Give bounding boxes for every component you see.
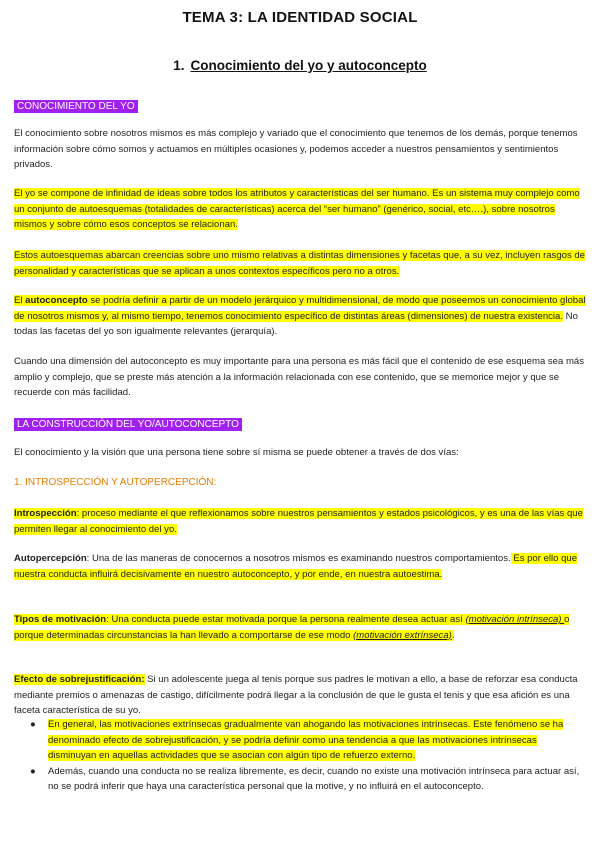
heading-construccion: LA CONSTRUCCIÓN DEL YO/AUTOCONCEPTO (14, 418, 242, 431)
term-autopercepcion: Autopercepción (14, 553, 87, 564)
bullet-icon: ● (30, 765, 36, 777)
paragraph-4-pre: El (14, 295, 26, 306)
paragraph-3-text: Estos autoesquemas abarcan creencias sobre uno mismo relativas a distintas dimensiones y facetas que, a su vez, incluyen rasgos de personalidad y características que se aplican a unos contextos específicos pero no a otros. (14, 250, 585, 277)
term-tipos-motivacion: Tipos de motivación (14, 614, 107, 625)
subheading-introspeccion-text: 1. INTROSPECCIÓN Y AUTOPERCEPCIÓN: (14, 477, 217, 488)
tipos-text-2: o porque determinadas circunstancias la han llevado a comportarse de ese modo (14, 614, 570, 641)
bullet-icon: ● (30, 719, 36, 730)
paragraph-1 (14, 126, 586, 173)
bullet-list (14, 717, 586, 795)
list-item (14, 717, 586, 764)
term-efecto-sobrejustificacion: Efecto de sobrejustificación: (14, 674, 145, 685)
heading-conocimiento-block (14, 96, 586, 114)
paragraph-4 (14, 293, 586, 340)
paragraph-4-plain: No todas las facetas del yo son igualmente relevantes (jerarquía). (14, 310, 578, 338)
paragraph-5-text: Cuando una dimensión del autoconcepto es muy importante para una persona es más fácil que el contenido de ese esquema sea más amplio y complejo, que se preste más atención a la información relacionada con ese contenido, que se memorice mejor y que se recuerde con más facilidad. (14, 356, 584, 399)
construccion-intro-text: El conocimiento y la visión que una persona tiene sobre sí misma se puede obtener a través de dos vías: (14, 447, 459, 458)
section-title-text: Conocimiento del yo y autoconcepto (190, 58, 427, 73)
term-motivacion-intrinseca: (motivación intrínseca) (465, 614, 565, 625)
construccion-intro (14, 445, 586, 461)
paragraph-1-text: El conocimiento sobre nosotros mismos es más complejo y variado que el conocimiento que tenemos de los demás, porque tenemos información sobre cómo somos y actuamos en múltiples ocasiones y, podemos acceder a nuestros pensamientos y sentimientos privados. (14, 128, 578, 171)
paragraph-4-highlight: se podría definir a partir de un modelo jerárquico y multidimensional, de modo que poseemos un conocimiento global de nosotros mismos y, al mismo tiempo, tenemos conocimiento específico de distintas áreas (dimensiones) de nuestra existencia. (14, 295, 586, 322)
paragraph-3 (14, 248, 586, 279)
tipos-end: . (451, 629, 455, 641)
document-title: TEMA 3: LA IDENTIDAD SOCIAL (182, 9, 418, 26)
tipos-text-1: : Una conducta puede estar motivada porque la persona realmente desea actuar así (106, 614, 466, 625)
paragraph-autopercepcion (14, 551, 586, 582)
paragraph-2 (14, 186, 586, 233)
section-number: 1. (173, 58, 185, 73)
autopercepcion-text-2: Es por ello que nuestra conducta influirá decisivamente en nuestro autoconcepto, y por ende, en nuestra autoestima. (14, 553, 578, 580)
paragraph-tipos-motivacion (14, 612, 586, 643)
introspeccion-text: : proceso mediante el que reflexionamos sobre nuestros pensamientos y estados psicológicos, y es una de las vías que permiten llegar al conocimiento del yo. (14, 508, 583, 535)
bullet-1-text: En general, las motivaciones extrínsecas gradualmente van ahogando las motivaciones intrínsecas. Este fenómeno se ha denominado efecto de sobrejustificación, y se podría definir como una tendencia a que las motivaciones intrínsecas disminuyan en aquellas actividades que se asocian con algún tipo de refuerzo externo. (48, 719, 564, 762)
efecto-text: Si un adolescente juega al tenis porque sus padres le motivan a ello, a base de reforzar esa conducta mediante premios o amenazas de castigo, difícilmente podrá llegar a la conclusión de que le gusta el tenis y que esa afición es una faceta característica de su yo. (14, 674, 578, 717)
paragraph-efecto-sobrejustificacion (14, 672, 586, 719)
section-title (14, 26, 586, 73)
heading-construccion-block (14, 414, 586, 432)
term-autoconcepto: autoconcepto (25, 295, 88, 306)
paragraph-introspeccion (14, 506, 586, 537)
term-introspeccion: Introspección (14, 508, 77, 519)
subheading-introspeccion (14, 475, 586, 491)
list-item (14, 764, 586, 795)
term-motivacion-extrinseca: (motivación extrínseca) (353, 629, 452, 641)
autopercepcion-text-1: : Una de las maneras de conocernos a nosotros mismos es examinando nuestros comportamientos. (86, 553, 511, 564)
bullet-2-text: Además, cuando una conducta no se realiza libremente, es decir, cuando no existe una motivación intrínseca para actuar así, no se podrá inferir que haya una característica personal que la motive, y no influirá en el autoconcepto. (48, 765, 580, 793)
paragraph-5 (14, 354, 586, 401)
paragraph-2-text: El yo se compone de infinidad de ideas sobre todos los atributos y características del ser humano. Es un sistema muy complejo como un conjunto de autoesquemas (totalidades de características) acerca del “ser humano” (genérico, social, etc….), sobre nosotros mismos y sobre cómo esos conceptos se relacionan. (14, 188, 580, 231)
heading-conocimiento: CONOCIMIENTO DEL YO (14, 100, 138, 113)
bullet-items (14, 717, 586, 795)
